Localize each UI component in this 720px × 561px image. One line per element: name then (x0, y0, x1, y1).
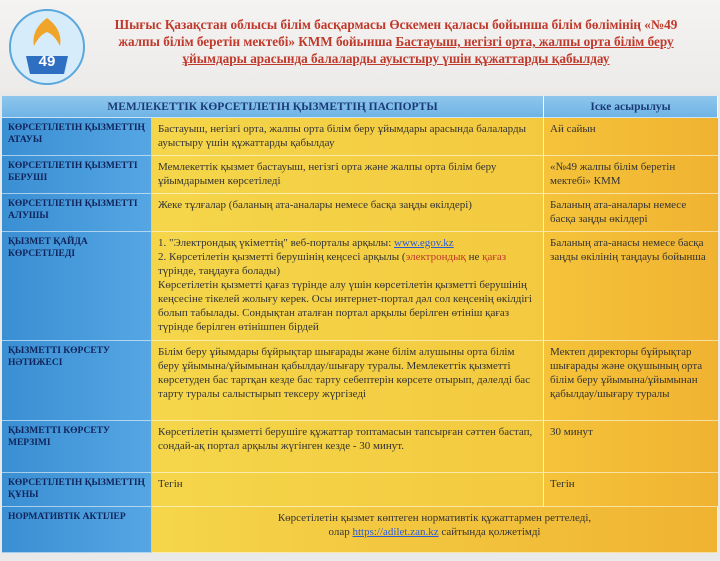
col-header-passport: МЕМЛЕКЕТТІК КӨРСЕТІЛЕТІН ҚЫЗМЕТТІҢ ПАСПОРТЫ (2, 96, 544, 118)
row-text-recipient: Жеке тұлғалар (баланың ата-аналары немесе басқа заңды өкілдері) (152, 194, 544, 232)
egov-link[interactable]: www.egov.kz (394, 237, 454, 249)
row-text-cost: Тегін (152, 473, 544, 507)
row-text-service-name: Бастауыш, негізгі орта, жалпы орта білім беру ұйымдары арасында балаларды ауыстыру үшін құжаттарды қабылдау (152, 118, 544, 156)
row-impl-service-name: Ай сайын (544, 118, 718, 156)
row-text-result: Білім беру ұйымдары бұйрықтар шығарады және білім алушыны орта білім беру ұйымына/ұйымынан қабылдау/шығару туралы. Мемлекеттік қызметті көрсетуден бас тартқан кезде бас тарту себептерін көрсете отырып, дәлелді бас тарту туралы салыстырып тексеру жүргізеді (152, 341, 544, 421)
adilet-link[interactable]: https://adilet.zan.kz (352, 526, 439, 538)
where-line-3: Көрсетілетін қызметті қағаз түрінде алу үшін көрсетілетін қызметті берушінің кеңсесіне тікелей жолығу керек. Осы интернет-портал дәл сол кеңсенің өкілдігі болып табылады. Сондықтан аталған портал арқылы берілген өтініш қағаз түрінде берілген өтінішпен бірдей (158, 279, 532, 333)
row-label-normative: НОРМАТИВТІК АКТІЛЕР (2, 507, 152, 553)
where-line-2: 2. Көрсетілетін қызметті берушінің кеңсесі арқылы (электрондық не қағаз түрінде, таңдауға болады) (158, 251, 507, 277)
normative-line-1: Көрсетілетін қызмет көптеген нормативтік құжаттармен реттеледі, (277, 512, 592, 524)
row-label-recipient: КӨРСЕТІЛЕТІН ҚЫЗМЕТТІ АЛУШЫ (2, 194, 152, 232)
logo-number: 49 (38, 53, 56, 70)
title-main: Шығыс Қазақстан облысы білім басқармасы Өскемен қаласы бойынша білім бөлімінің «№49 жалпы білім беретін мектебі» КММ бойынша (114, 17, 678, 49)
row-impl-recipient: Баланың ата-аналары немесе басқа заңды өкілдері (544, 194, 718, 232)
row-impl-result: Мектеп директоры бұйрықтар шығарады және оқушының орта білім беру ұйымына/ұйымынан қабылдау/шығару туралы (544, 341, 718, 421)
row-text-where (152, 232, 544, 341)
row-label-term: ҚЫЗМЕТТІ КӨРСЕТУ МЕРЗІМІ (2, 421, 152, 473)
where-line-1: 1. "Электрондық үкіметтің" веб-порталы арқылы: www.egov.kz (158, 237, 454, 249)
row-impl-cost: Тегін (544, 473, 718, 507)
row-label-service-name: КӨРСЕТІЛЕТІН ҚЫЗМЕТТІҢ АТАУЫ (2, 118, 152, 156)
title-underlined: Бастауыш, негізгі орта, жалпы орта білім беру ұйымдары арасында балаларды ауыстыру үшін құжаттарды қабылдау (182, 34, 674, 66)
col-header-implementation: Іске асырылуы (544, 96, 718, 118)
row-label-cost: КӨРСЕТІЛЕТІН ҚЫЗМЕТТІҢ ҚҰНЫ (2, 473, 152, 507)
row-text-provider: Мемлекеттік қызмет бастауыш, негізгі орта және жалпы орта білім беру ұйымдарымен көрсетіледі (152, 156, 544, 194)
header (0, 0, 720, 92)
row-label-provider: КӨРСЕТІЛЕТІН ҚЫЗМЕТТІ БЕРУШІ (2, 156, 152, 194)
school-logo-icon (8, 8, 86, 86)
row-label-where: ҚЫЗМЕТ ҚАЙДА КӨРСЕТІЛЕДІ (2, 232, 152, 341)
normative-line-2: олар https://adilet.zan.kz сайтында қолжетімді (328, 526, 541, 538)
row-text-normative (152, 507, 718, 553)
row-impl-term: 30 минут (544, 421, 718, 473)
service-passport-table (2, 96, 718, 553)
row-impl-provider: «№49 жалпы білім беретін мектебі» КММ (544, 156, 718, 194)
page-title (96, 16, 696, 67)
row-label-result: ҚЫЗМЕТТІ КӨРСЕТУ НӘТИЖЕСІ (2, 341, 152, 421)
row-impl-where: Баланың ата-анасы немесе басқа заңды өкілінің таңдауы бойынша (544, 232, 718, 341)
row-text-term: Көрсетілетін қызметті берушіге құжаттар топтамасын тапсырған сәттен бастап, сондай-ақ портал арқылы жүгінген кезде - 30 минут. (152, 421, 544, 473)
